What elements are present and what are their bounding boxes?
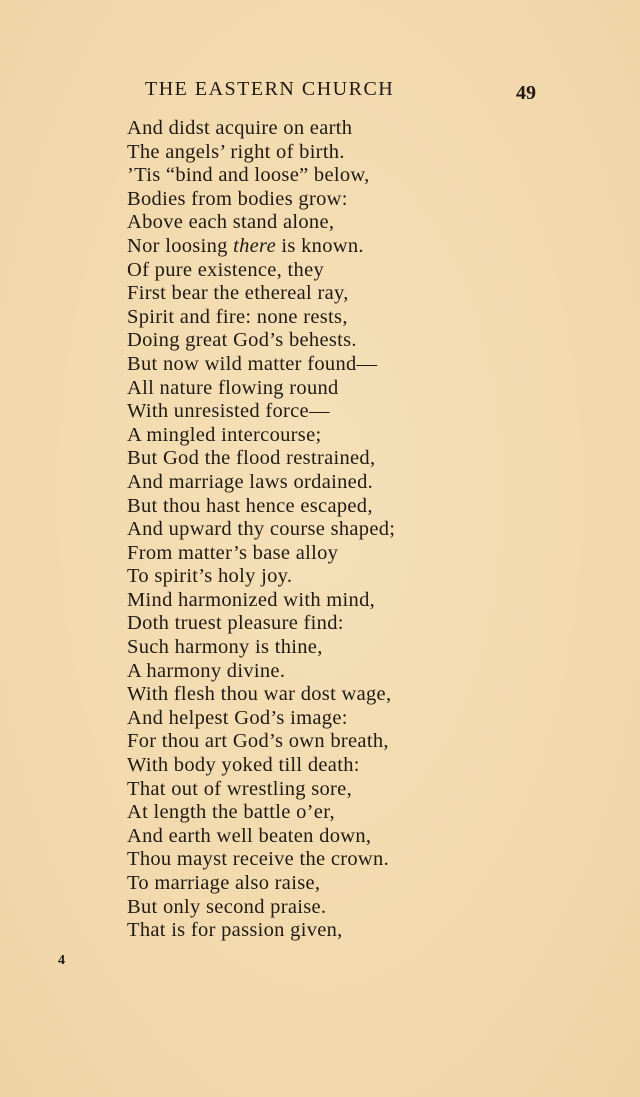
poem-line: To spirit’s holy joy. [127, 565, 293, 588]
poem-line-italic: there [233, 234, 276, 257]
poem-line: With unresisted force— [127, 400, 330, 423]
poem-line-part: Nor loosing [127, 234, 234, 257]
poem-line: Such harmony is thine, [127, 636, 323, 659]
poem-line: Mind harmonized with mind, [127, 588, 376, 611]
poem-line: That out of wrestling sore, [127, 777, 353, 800]
poem-line: And upward thy course shaped; [127, 518, 396, 541]
signature-mark: 4 [58, 953, 65, 968]
poem-line: To marriage also raise, [127, 872, 321, 894]
poem-line: And marriage laws ordained. [127, 470, 374, 493]
poem-line: Of pure existence, they [127, 258, 325, 281]
page-number: 49 [516, 82, 536, 104]
poem-line: First bear the ethereal ray, [127, 282, 349, 305]
poem-line: But thou hast hence escaped, [127, 494, 373, 517]
poem-line: With flesh thou war dost wage, [127, 683, 392, 706]
poem-line: For thou art God’s own breath, [127, 730, 389, 753]
poem-line: At length the battle o’er, [127, 801, 335, 824]
poem-line: And didst acquire on earth [127, 117, 353, 139]
poem-line-part: is known. [275, 234, 364, 257]
poem-line [127, 235, 395, 259]
poem-line: Above each stand alone, [127, 211, 335, 234]
poem-line: That is for passion given, [127, 919, 343, 942]
poem-line: The angels’ right of birth. [127, 140, 345, 163]
poem-line: But only second praise. [127, 895, 327, 918]
poem-line: And helpest God’s image: [127, 706, 348, 729]
poem-line: All nature flowing round [127, 376, 339, 399]
poem-line: Thou mayst receive the crown. [127, 848, 390, 871]
poem-line: But now wild matter found— [127, 352, 378, 375]
poem-line: From matter’s base alloy [127, 541, 339, 564]
poem-line: Bodies from bodies grow: [127, 187, 348, 210]
poem-line: Doth truest pleasure find: [127, 612, 344, 635]
running-title: THE EASTERN CHURCH [145, 78, 395, 100]
poem-line: A harmony divine. [127, 659, 286, 682]
poem-text [127, 117, 395, 943]
poem-line: But God the flood restrained, [127, 447, 376, 470]
poem-line: Doing great God’s behests. [127, 329, 357, 352]
poem-line: ’Tis “bind and loose” below, [127, 164, 370, 187]
poem-line: And earth well beaten down, [127, 824, 372, 847]
poem-line: With body yoked till death: [127, 754, 360, 777]
poem-line: A mingled intercourse; [127, 423, 322, 446]
poem-line: Spirit and fire: none rests, [127, 305, 348, 328]
